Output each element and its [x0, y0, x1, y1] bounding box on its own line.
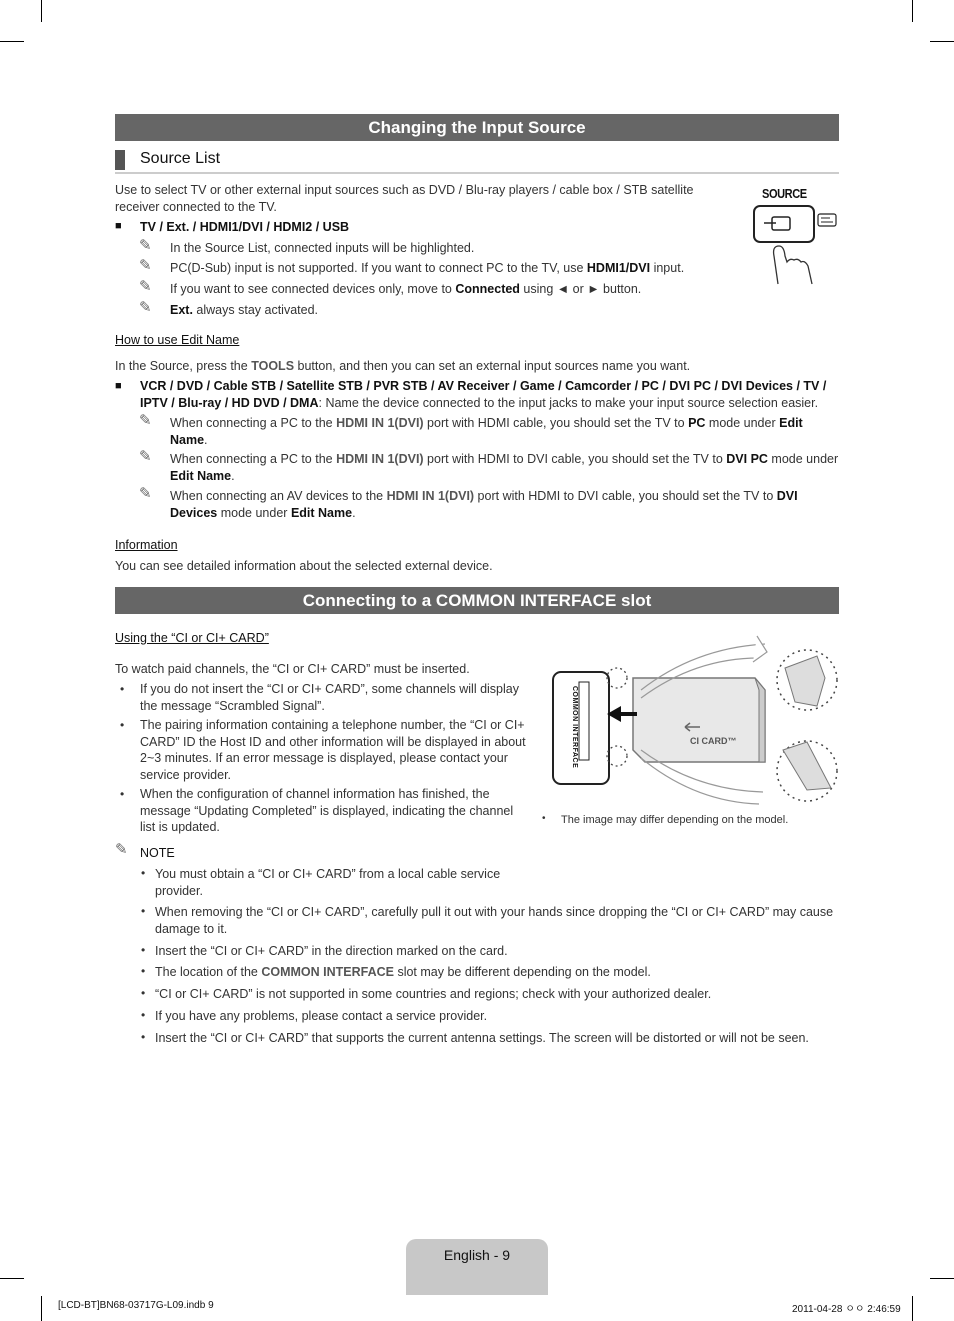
ci-bullet-3: When the configuration of channel information has finished, the message “Updating Completed” is displayed, indicating the channel list is updated. [140, 787, 514, 834]
section-title-input-source: Changing the Input Source [115, 114, 839, 141]
crop-mark [41, 0, 42, 22]
bullet-icon: • [120, 718, 125, 732]
bullet-icon: • [120, 787, 125, 801]
source-button-label: SOURCE [762, 186, 807, 201]
bullet-icon: • [120, 682, 125, 696]
note-pencil-icon: ✎ [139, 237, 152, 254]
ci-bullet-2: The pairing information containing a telephone number, the “CI or CI+ CARD” ID the Host ID and other information will be displayed in about 2~3 minutes. If an error message is displayed, please contact your service provider. [140, 718, 526, 782]
edit-name-intro: In the Source, press the TOOLS button, and then you can set an external input sources name you want. [115, 359, 691, 373]
note-pencil-icon: ✎ [139, 448, 152, 465]
edit-note-pc: When connecting a PC to the HDMI IN 1(DVI) port with HDMI cable, you should set the TV to PC mode under Edit Name. [170, 416, 803, 447]
footer-timestamp: 2011-04-28 ㅇㅇ 2:46:59 [792, 1304, 901, 1315]
section-title-common-interface: Connecting to a COMMON INTERFACE slot [115, 587, 839, 614]
crop-mark [41, 1296, 42, 1321]
note-pencil-icon: ✎ [139, 485, 152, 502]
ci-intro: To watch paid channels, the “CI or CI+ CARD” must be inserted. [115, 662, 470, 676]
page-number-tab: English - 9 [406, 1239, 548, 1295]
subhead-source-list [115, 150, 839, 174]
note-item-5: “CI or CI+ CARD” is not supported in some countries and regions; check with your authorized dealer. [155, 987, 712, 1001]
note-label: NOTE [140, 846, 175, 860]
source-options: TV / Ext. / HDMI1/DVI / HDMI2 / USB [140, 220, 350, 234]
crop-mark [912, 0, 913, 22]
square-bullet-icon: ■ [115, 220, 122, 232]
crop-mark [0, 1278, 24, 1279]
footer-file: [LCD-BT]BN68-03717G-L09.indb 9 [58, 1300, 214, 1311]
crop-mark [930, 1278, 954, 1279]
note-pencil-icon: ✎ [139, 299, 152, 316]
edit-note-dvi-pc: When connecting a PC to the HDMI IN 1(DVI) port with HDMI to DVI cable, you should set the TV to DVI PC mode under Edit Name. [170, 452, 839, 483]
note-ext: Ext. always stay activated. [170, 303, 318, 317]
note-pencil-icon: ✎ [139, 412, 152, 429]
card-label: CI CARD™ [690, 736, 737, 746]
crop-mark [912, 1296, 913, 1321]
note-item-3: Insert the “CI or CI+ CARD” in the direction marked on the card. [155, 944, 508, 958]
crop-mark [930, 41, 954, 42]
ci-card-illustration [545, 630, 845, 810]
subhead-marker [115, 150, 125, 170]
slot-label: COMMON INTERFACE [571, 686, 578, 769]
note-highlighted: In the Source List, connected inputs will be highlighted. [170, 241, 475, 255]
note-item-2: When removing the “CI or CI+ CARD”, carefully pull it out with your hands since dropping the “CI or CI+ CARD” may cause damage to it. [155, 905, 834, 936]
note-pc-dsub: PC(D-Sub) input is not supported. If you want to connect PC to the TV, use HDMI1/DVI input. [170, 261, 685, 275]
square-bullet-icon: ■ [115, 380, 122, 392]
heading-information: Information [115, 538, 178, 552]
bullet-icon: • [542, 813, 546, 824]
note-pencil-icon: ✎ [115, 841, 128, 858]
edit-note-dvi-devices: When connecting an AV devices to the HDMI IN 1(DVI) port with HDMI to DVI cable, you should set the TV to DVI Devices mode under Edit Name. [170, 489, 798, 520]
heading-using-ci-card: Using the “CI or CI+ CARD” [115, 631, 269, 645]
source-button-illustration [750, 184, 842, 290]
image-note: The image may differ depending on the model. [561, 814, 789, 826]
note-pencil-icon: ✎ [139, 278, 152, 295]
information-text: You can see detailed information about the selected external device. [115, 559, 493, 573]
bullet-icon: • [141, 943, 146, 957]
bullet-icon: • [141, 986, 146, 1000]
crop-mark [0, 41, 24, 42]
note-item-4: The location of the COMMON INTERFACE slot may be different depending on the model. [155, 965, 651, 979]
intro-text: Use to select TV or other external input sources such as DVD / Blu-ray players / cable box / STB satellite receiver connected to the TV. [115, 183, 694, 214]
subhead-label: Source List [140, 150, 221, 167]
bullet-icon: • [141, 1008, 146, 1022]
note-pencil-icon: ✎ [139, 257, 152, 274]
bullet-icon: • [141, 866, 146, 880]
heading-edit-name: How to use Edit Name [115, 333, 240, 347]
note-item-7: Insert the “CI or CI+ CARD” that supports the current antenna settings. The screen will be distorted or will not be seen. [155, 1031, 809, 1045]
remote-hand-icon [750, 184, 842, 290]
device-names: VCR / DVD / Cable STB / Satellite STB / PVR STB / AV Receiver / Game / Camcorder / PC / DVI PC / DVI Devices / TV / IPTV / Blu-ray / HD DVD / DMA: Name the device connected to the input jacks to make your input source selection easier. [140, 379, 827, 410]
bullet-icon: • [141, 904, 146, 918]
bullet-icon: • [141, 964, 146, 978]
note-item-1: You must obtain a “CI or CI+ CARD” from a local cable service provider. [155, 867, 501, 898]
note-connected: If you want to see connected devices only, move to Connected using ◄ or ► button. [170, 282, 642, 296]
ci-bullet-1: If you do not insert the “CI or CI+ CARD”, some channels will display the message “Scrambled Signal”. [140, 682, 519, 713]
bullet-icon: • [141, 1030, 146, 1044]
note-item-6: If you have any problems, please contact a service provider. [155, 1009, 488, 1023]
